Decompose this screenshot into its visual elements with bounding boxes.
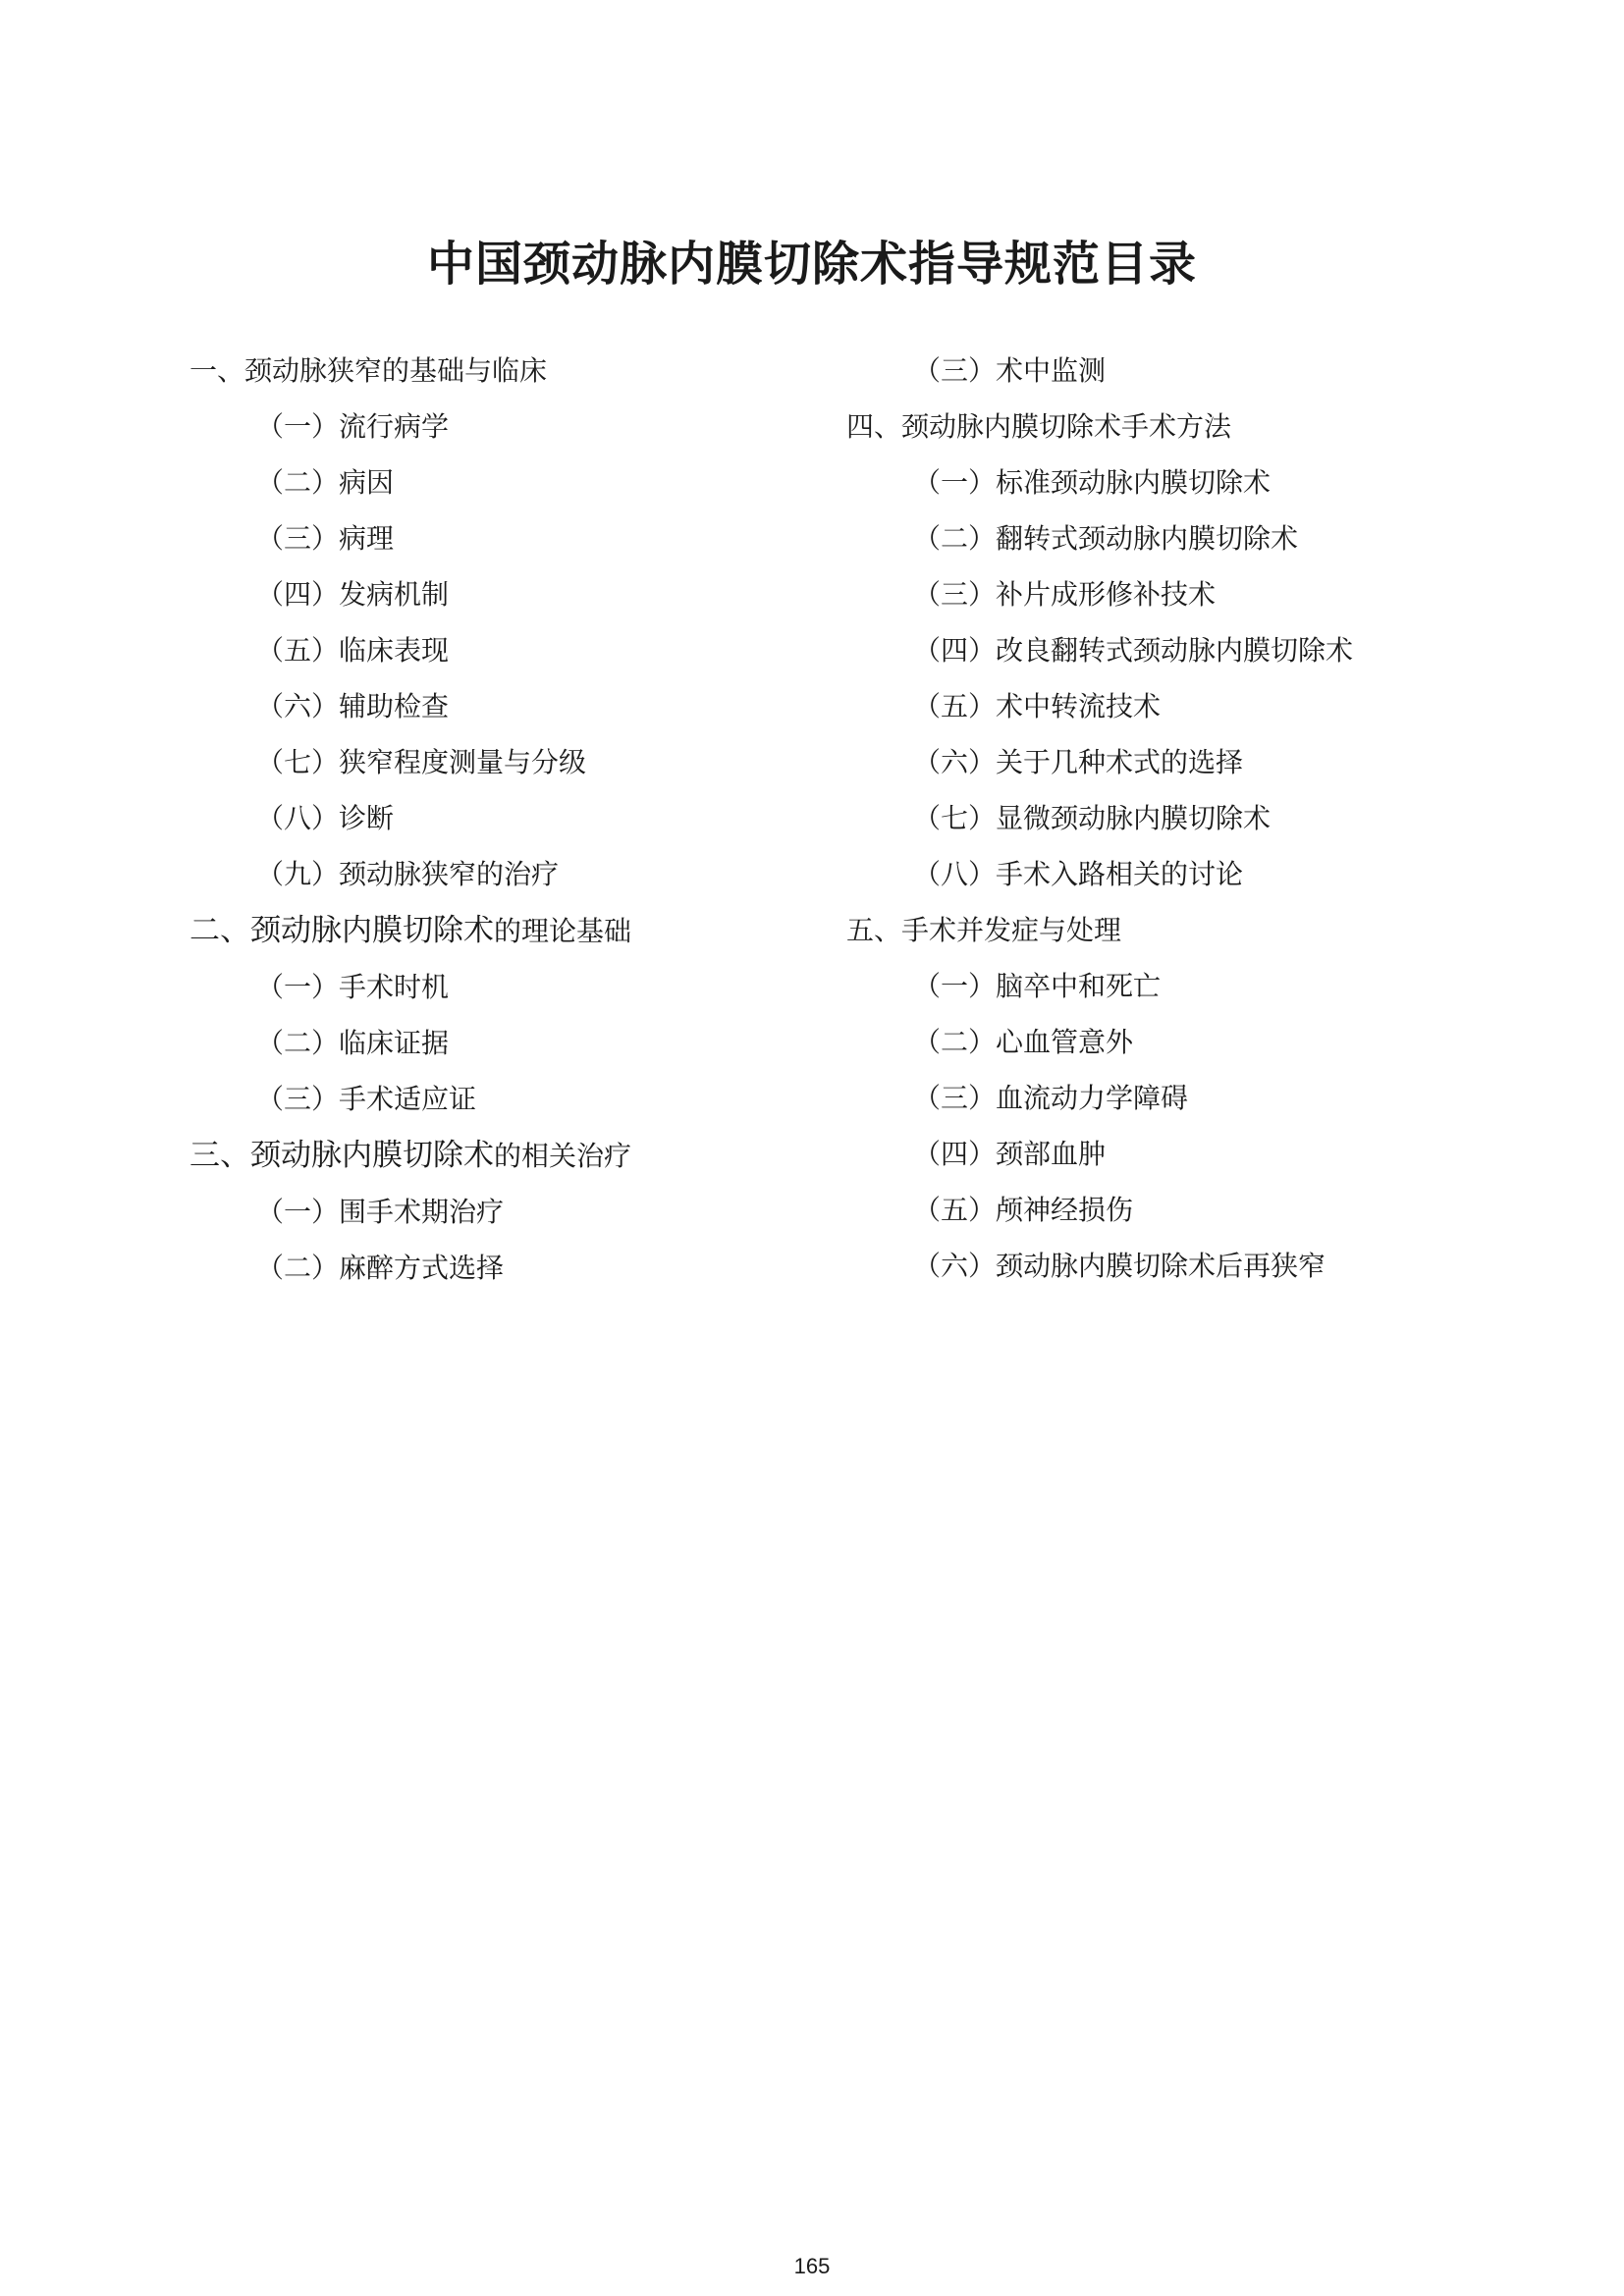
toc-item-1-1: （一）流行病学: [256, 410, 450, 443]
toc-item-4-4: （四）改良翻转式颈动脉内膜切除术: [913, 634, 1354, 667]
toc-item-3-1: （一）围手术期治疗: [256, 1196, 505, 1228]
toc-item-4-8: （八）手术入路相关的讨论: [913, 858, 1244, 890]
toc-item-5-4: （四）颈部血肿: [913, 1138, 1107, 1170]
toc-item-1-2: （二）病因: [256, 466, 395, 499]
toc-item-4-3: （三）补片成形修补技术: [913, 578, 1217, 611]
toc-item-1-8: （八）诊断: [256, 802, 395, 834]
toc-item-4-1: （一）标准颈动脉内膜切除术: [913, 466, 1272, 499]
toc-item-2-2: （二）临床证据: [256, 1027, 450, 1059]
toc-item-4-6: （六）关于几种术式的选择: [913, 746, 1244, 778]
toc-item-3-2: （二）麻醉方式选择: [256, 1252, 505, 1284]
toc-item-1-4: （四）发病机制: [256, 578, 450, 611]
toc-item-4-5: （五）术中转流技术: [913, 690, 1162, 722]
toc-section-1: 一、颈动脉狭窄的基础与临床: [189, 354, 548, 387]
page-title: 中国颈动脉内膜切除术指导规范目录: [426, 237, 1197, 292]
toc-section-3: 三、颈动脉内膜切除术的相关治疗: [189, 1138, 632, 1173]
toc-item-5-3: （三）血流动力学障碍: [913, 1082, 1189, 1114]
toc-item-3-3: （三）术中监测: [913, 354, 1107, 387]
toc-section-4: 四、颈动脉内膜切除术手术方法: [846, 410, 1232, 443]
toc-left-column: [189, 351, 828, 1305]
toc-section-2: 二、颈动脉内膜切除术的理论基础: [189, 913, 632, 948]
toc-item-1-5: （五）临床表现: [256, 634, 450, 667]
toc-item-1-3: （三）病理: [256, 522, 395, 555]
page-number: 165: [793, 2254, 831, 2278]
toc-item-4-7: （七）显微颈动脉内膜切除术: [913, 802, 1272, 834]
toc-item-5-2: （二）心血管意外: [913, 1026, 1134, 1058]
toc-item-1-6: （六）辅助检查: [256, 690, 450, 722]
toc-section-5: 五、手术并发症与处理: [846, 914, 1122, 946]
toc-item-1-9: （九）颈动脉狭窄的治疗: [256, 858, 560, 890]
toc-item-2-3: （三）手术适应证: [256, 1083, 477, 1115]
toc-item-5-6: （六）颈动脉内膜切除术后再狭窄: [913, 1250, 1326, 1282]
toc-item-5-5: （五）颅神经损伤: [913, 1194, 1134, 1226]
toc-item-1-7: （七）狭窄程度测量与分级: [256, 746, 587, 778]
toc-item-2-1: （一）手术时机: [256, 971, 450, 1003]
toc-item-5-1: （一）脑卒中和死亡: [913, 970, 1162, 1002]
toc-item-4-2: （二）翻转式颈动脉内膜切除术: [913, 522, 1299, 555]
toc-right-column: [846, 351, 1534, 1303]
